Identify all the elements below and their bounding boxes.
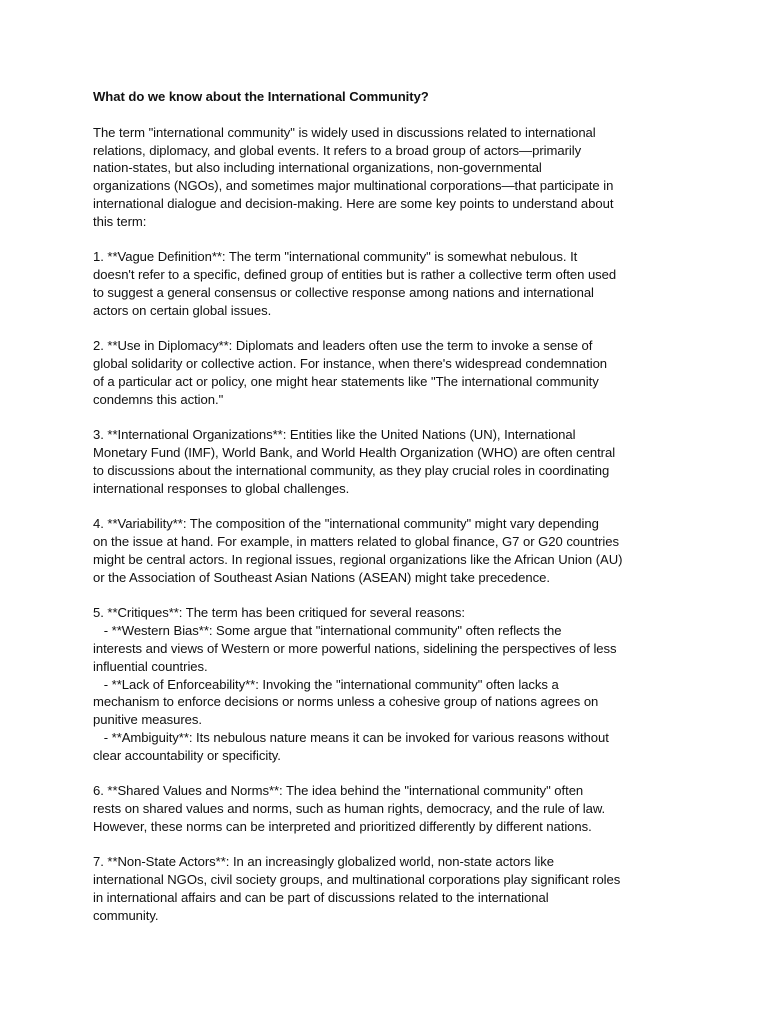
- paragraph-line: international responses to global challenges.: [93, 480, 350, 496]
- paragraph-line: mechanism to enforce decisions or norms unless a cohesive group of nations agrees on: [93, 694, 599, 710]
- paragraph-line: 2. **Use in Diplomacy**: Diplomats and leaders often use the term to invoke a sense of: [93, 338, 593, 354]
- paragraph-line: global solidarity or collective action. For instance, when there's widespread condemnation: [93, 356, 608, 372]
- paragraph: [93, 124, 683, 231]
- paragraph: [93, 515, 683, 586]
- document-title: What do we know about the International Community?: [93, 89, 429, 104]
- paragraph-line: - **Lack of Enforceability**: Invoking the "international community" often lacks a: [93, 676, 559, 692]
- paragraph-line: to discussions about the international community, as they play crucial roles in coordinating: [93, 462, 610, 478]
- paragraph-line: actors on certain global issues.: [93, 302, 272, 318]
- paragraph: [93, 426, 683, 497]
- paragraph: [93, 853, 683, 924]
- paragraph-line: 1. **Vague Definition**: The term "international community" is somewhat nebulous. It: [93, 249, 578, 265]
- paragraph-line: influential countries.: [93, 658, 208, 674]
- paragraph-line: punitive measures.: [93, 712, 202, 728]
- paragraph: [93, 337, 683, 408]
- paragraph-line: clear accountability or specificity.: [93, 747, 281, 763]
- paragraph-line: The term "international community" is widely used in discussions related to international: [93, 124, 596, 140]
- paragraph-line: - **Ambiguity**: Its nebulous nature means it can be invoked for various reasons without: [93, 729, 609, 745]
- paragraph-line: or the Association of Southeast Asian Nations (ASEAN) might take precedence.: [93, 569, 550, 585]
- paragraph: [93, 782, 683, 835]
- paragraph-line: to suggest a general consensus or collective response among nations and international: [93, 284, 594, 300]
- paragraph-line: nation-states, but also including international organizations, non-governmental: [93, 160, 542, 176]
- document-page: [93, 88, 683, 942]
- paragraph-line: doesn't refer to a specific, defined group of entities but is rather a collective term often used: [93, 267, 617, 283]
- paragraph-line: rests on shared values and norms, such as human rights, democracy, and the rule of law.: [93, 801, 606, 817]
- paragraph-line: of a particular act or policy, one might hear statements like "The international community: [93, 373, 599, 389]
- paragraph-line: community.: [93, 907, 159, 923]
- document-body: [93, 124, 683, 925]
- paragraph-line: international dialogue and decision-making. Here are some key points to understand about: [93, 195, 614, 211]
- paragraph-line: on the issue at hand. For example, in matters related to global finance, G7 or G20 countries: [93, 534, 619, 550]
- paragraph-line: interests and views of Western or more powerful nations, sidelining the perspectives of less: [93, 640, 617, 656]
- paragraph-line: in international affairs and can be part of discussions related to the international: [93, 890, 549, 906]
- paragraph-line: 7. **Non-State Actors**: In an increasingly globalized world, non-state actors like: [93, 854, 554, 870]
- paragraph-line: 4. **Variability**: The composition of the "international community" might vary depending: [93, 516, 599, 532]
- paragraph-line: organizations (NGOs), and sometimes major multinational corporations—that participate in: [93, 178, 614, 194]
- paragraph: [93, 604, 683, 764]
- paragraph-line: 5. **Critiques**: The term has been critiqued for several reasons:: [93, 605, 466, 621]
- paragraph-line: Monetary Fund (IMF), World Bank, and World Health Organization (WHO) are often central: [93, 445, 616, 461]
- paragraph-line: might be central actors. In regional issues, regional organizations like the African Union (AU): [93, 551, 623, 567]
- paragraph-line: 3. **International Organizations**: Entities like the United Nations (UN), International: [93, 427, 576, 443]
- paragraph-line: relations, diplomacy, and global events. It refers to a broad group of actors—primarily: [93, 142, 582, 158]
- paragraph-line: - **Western Bias**: Some argue that "international community" often reflects the: [93, 623, 562, 639]
- paragraph-line: However, these norms can be interpreted and prioritized differently by different nations.: [93, 818, 592, 834]
- paragraph-line: international NGOs, civil society groups, and multinational corporations play significant roles: [93, 872, 621, 888]
- paragraph-line: condemns this action.": [93, 391, 224, 407]
- paragraph-line: this term:: [93, 213, 147, 229]
- paragraph: [93, 248, 683, 319]
- paragraph-line: 6. **Shared Values and Norms**: The idea behind the "international community" often: [93, 783, 584, 799]
